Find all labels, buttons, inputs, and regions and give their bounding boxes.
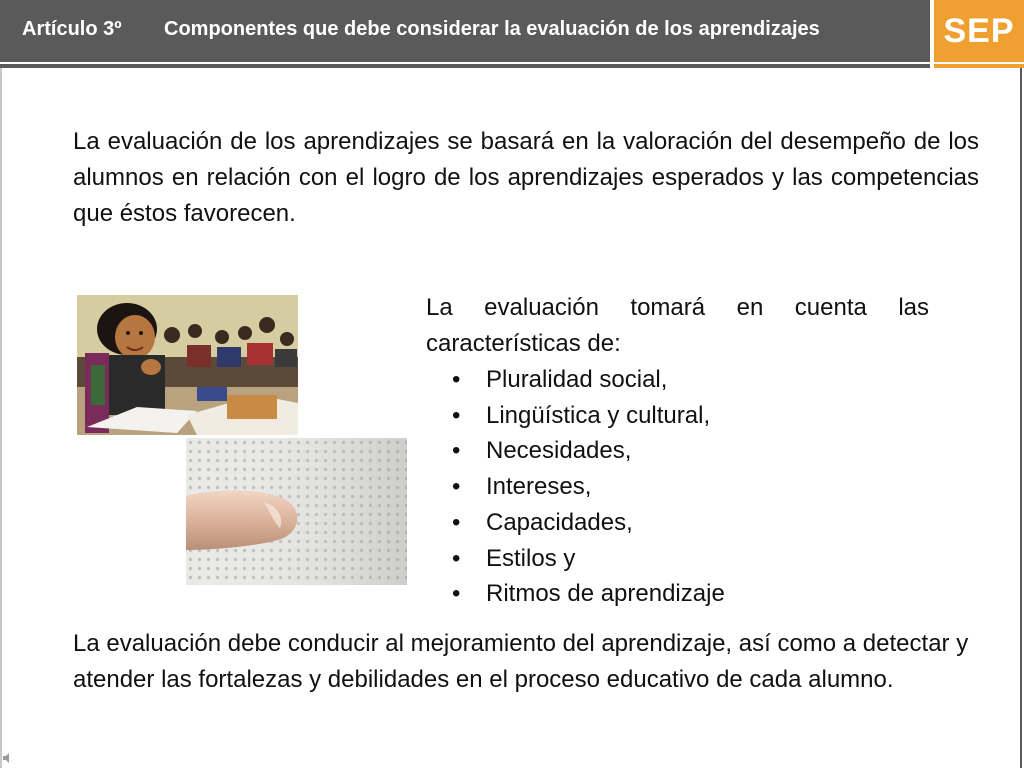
right-border — [1020, 68, 1022, 768]
list-item: • Estilos y — [452, 541, 725, 577]
classroom-photo — [77, 295, 298, 435]
logo-underline — [934, 64, 1024, 68]
list-item: • Pluralidad social, — [452, 362, 725, 398]
list-item: • Capacidades, — [452, 505, 725, 541]
list-item: • Necesidades, — [452, 433, 725, 469]
speaker-icon[interactable] — [2, 752, 12, 764]
left-border — [0, 68, 2, 768]
list-item: • Ritmos de aprendizaje — [452, 576, 725, 612]
characteristics-intro: La evaluación tomará en cuenta las características de: — [426, 294, 929, 357]
intro-paragraph: La evaluación de los aprendizajes se basará en la valoración del desempeño de los alumnos en relación con el logro de los aprendizajes esperados y las competencias que éstos favorecen. — [73, 128, 979, 227]
sep-logo — [934, 0, 1024, 62]
header-bar — [0, 0, 930, 62]
list-item: • Intereses, — [452, 469, 725, 505]
article-label: Artículo 3º — [22, 18, 122, 40]
header-underline — [0, 64, 930, 68]
braille-photo — [186, 438, 407, 585]
sep-logo-text: SEP — [943, 11, 1015, 50]
characteristics-list — [452, 362, 725, 612]
slide-title: Componentes que debe considerar la evaluación de los aprendizajes — [164, 18, 820, 40]
closing-paragraph: La evaluación debe conducir al mejoramiento del aprendizaje, así como a detectar y atender las fortalezas y debilidades en el proceso educativo de cada alumno. — [73, 630, 969, 693]
list-item: • Lingüística y cultural, — [452, 398, 725, 434]
